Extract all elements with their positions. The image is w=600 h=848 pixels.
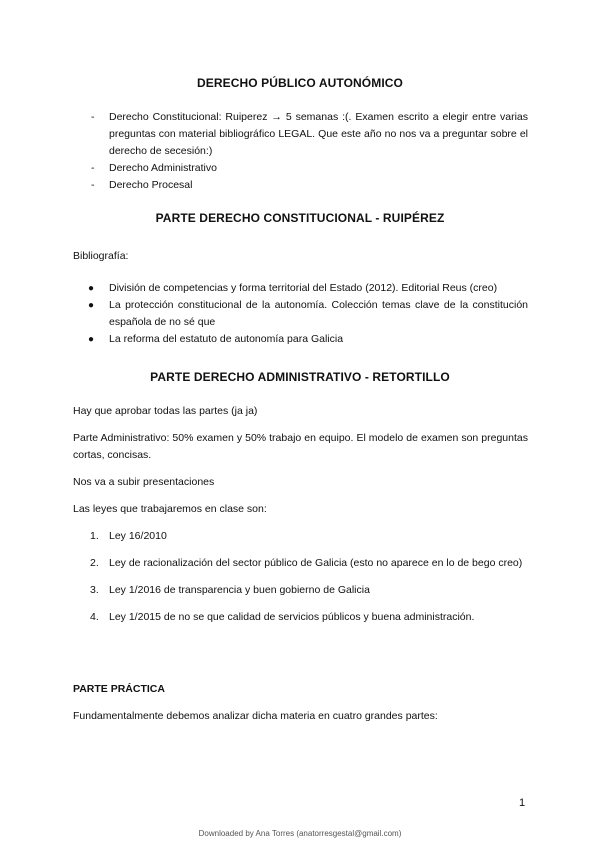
section-heading-constitucional: PARTE DERECHO CONSTITUCIONAL - RUIPÉREZ xyxy=(155,211,445,225)
paragraph: Parte Administrativo: 50% examen y 50% trabajo en equipo. El modelo de examen son preguntas cortas, concisas. xyxy=(73,432,528,461)
list-item: 3. Ley 1/2016 de transparencia y buen gobierno de Galicia xyxy=(109,582,528,599)
list-item: 2. Ley de racionalización del sector público de Galicia (esto no aparece en lo de bego creo) xyxy=(109,555,528,572)
bibliography-label: Bibliografía: xyxy=(73,250,129,262)
bullet-marker: ● xyxy=(88,334,95,345)
download-footer: Downloaded by Ana Torres (anatorresgestal@gmail.com) xyxy=(198,829,402,838)
paragraph: Las leyes que trabajaremos en clase son: xyxy=(73,503,267,515)
paragraph: Nos va a subir presentaciones xyxy=(73,476,215,488)
paragraph: Fundamentalmente debemos analizar dicha materia en cuatro grandes partes: xyxy=(73,710,438,722)
dash-marker: - xyxy=(91,179,95,191)
bullet-marker: ● xyxy=(88,283,95,294)
section-heading-practica: PARTE PRÁCTICA xyxy=(73,683,165,695)
paragraph: Hay que aprobar todas las partes (ja ja) xyxy=(73,405,258,417)
number-marker: 3. xyxy=(90,584,99,596)
bullet-marker: ● xyxy=(88,300,95,311)
number-marker: 4. xyxy=(90,611,99,623)
list-item: 1. Ley 16/2010 xyxy=(109,528,528,545)
list-item: ● División de competencias y forma territorial del Estado (2012). Editorial Reus (creo) xyxy=(109,280,528,297)
list-item: - Derecho Administrativo xyxy=(109,160,528,177)
intro-list xyxy=(91,109,528,194)
list-item: - Derecho Constitucional: Ruiperez → 5 semanas :(. Examen escrito a elegir entre varias preguntas con material bibliográfico LEGAL. Que este año no nos va a preguntar sobre el derecho de secesión:) xyxy=(91,111,528,157)
dash-marker: - xyxy=(91,111,95,123)
section-heading-administrativo: PARTE DERECHO ADMINISTRATIVO - RETORTILLO xyxy=(150,370,450,384)
dash-marker: - xyxy=(91,162,95,174)
list-item: - Derecho Procesal xyxy=(109,177,528,194)
list-item: ● La protección constitucional de la autonomía. Colección temas clave de la constitución española de no sé que xyxy=(88,299,528,328)
list-item: ● La reforma del estatuto de autonomía para Galicia xyxy=(109,331,528,348)
number-marker: 2. xyxy=(90,557,99,569)
list-item: 4. Ley 1/2015 de no se que calidad de servicios públicos y buena administración. xyxy=(109,609,528,626)
bibliography-list xyxy=(88,280,528,348)
document-title: DERECHO PÚBLICO AUTONÓMICO xyxy=(197,76,403,90)
page-number: 1 xyxy=(519,797,526,809)
number-marker: 1. xyxy=(90,530,99,542)
laws-list xyxy=(90,528,528,636)
